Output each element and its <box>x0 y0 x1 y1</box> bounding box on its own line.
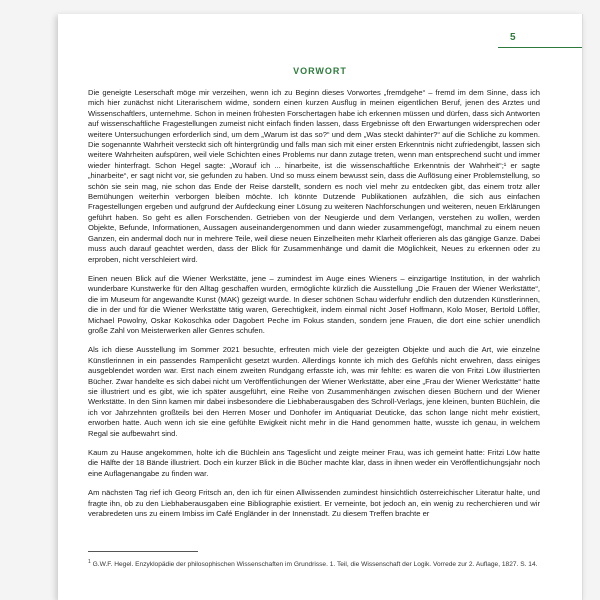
paragraph-3: Als ich diese Ausstellung im Sommer 2021 besuchte, erfreuten mich viele der gezeigten Objekte und auch die Art, wie einzelne Künstlerinnen in ein passendes Rampenlicht gesetzt wurden. Allerdings konnte ich mich des Gefühls nicht erwehren, dass einiges ausgeblendet worden war. Erst nach einem zweiten Rundgang erfasste ich, was mir fehlte: es waren die von Fritzi Löw illustrierten Bücher. Zwar handelte es sich dabei nicht um Veröffentlichungen der Wiener Werkstätte, aber eine „Frau der Wiener Werkstätte“ hatte sie illustriert und es gibt, wie ich später ausgeführt, eine Reihe von Zusammenhängen zwischen diesen Büchern und der Wiener Werkstätte. In den Sinn kamen mir dabei insbesondere die Liebhaberausgaben des Schroll-Verlags, jene kleinen, bunten Büchlein, die ich vor Jahrzehnten großteils bei den Herren Moser und Donhofer im Antiquariat Deuticke, das schon lange nicht mehr existiert, erworben hatte. Auch wenn ich sie eine gefühlte Ewigkeit nicht mehr in die Hand genommen hatte, wusste ich genau, in welchem Regal sie aufbewahrt sind. <box>88 345 540 438</box>
page-number-rule <box>498 47 582 48</box>
paragraph-4: Kaum zu Hause angekommen, holte ich die Büchlein ans Tageslicht und zeigte meiner Frau, was ich gemeint hatte: Fritzi Löw hatte die Hälfte der 18 Bände illustriert. Doch ein kurzer Blick in die Bücher machte klar, dass in ihnen weder ein Veröffentlichungsjahr noch eine Auflagenangabe zu finden war. <box>88 448 540 478</box>
page-heading: VORWORT <box>293 66 347 76</box>
footnote <box>88 558 540 569</box>
body-text <box>88 88 540 528</box>
page-number: 5 <box>510 32 516 43</box>
paragraph-2: Einen neuen Blick auf die Wiener Werkstätte, jene – zumindest im Auge eines Wieners – einzigartige Institution, in der wahrlich wunderbare Kunstwerke für den Alltag geschaffen wurden, ermöglichte kürzlich die Ausstellung „Die Frauen der Wiener Werkstätte“, die im Museum für angewandte Kunst (MAK) gezeigt wurde. In dieser schönen Schau widerfuhr endlich den dutzenden Künstlerinnen, die in der und für die Wiener Werkstätte tätig waren, Gerechtigkeit, indem einmal nicht Josef Hoffmann, Kolo Moser, Bertold Löffler, Michael Powolny, Oskar Kokoschka oder Dagobert Peche im Fokus standen, sondern jene Frauen, die dort eine schier unendlich große Zahl von Meisterwerken aller Genres schufen. <box>88 273 540 335</box>
footnote-marker: 1 <box>88 559 91 565</box>
paragraph-1: Die geneigte Leserschaft möge mir verzeihen, wenn ich zu Beginn dieses Vorwortes „fremdgehe“ – fremd im dem Sinne, dass ich mich hier zunächst nicht Literarischem widme, sondern einen kurzen Ausflug in meinen eigentlichen Beruf, jenen des Arztes und Wissenschaftlers, unternehme. Schon in meinen frühesten Forschertagen habe ich erkennen müssen und dürfen, dass sich Antworten auf wissenschaftliche Fragestellungen zumeist nicht einfach finden lassen, dass Ergebnisse oft den Erwartungen widersprechen oder weitere Untersuchungen erforderlich sind, um dem „Warum ist das so?“ und dem „Was steckt dahinter?“ auf die Schliche zu kommen. Die sogenannte Wahrheit versteckt sich oft hintergründig und falls man sich mit einer ersten Erkenntnis nicht zufriedengibt, lassen sich weitere Wahrheiten aufspüren, weil viele Schichten eines Problems nur dann zutage treten, wenn man entsprechend sucht und immer wieder hinterfragt. Schon Hegel sagte: „Worauf ich ... hinarbeite, ist die wissenschaftliche Erkenntnis der Wahrheit“;¹ er sagte „hinarbeite“, er sagt nicht vor, sie gefunden zu haben. Und so muss einem bewusst sein, dass die Auflösung einer Problemstellung, so schön sie sein mag, nie schon das Ende der Reise darstellt, sondern es noch viel mehr zu entdecken gibt, das einem trotz aller Bemühungen weiterhin verborgen bleiben möchte. Ich könnte Dutzende Publikationen aufzählen, die sich aus einfachen Fragestellungen ergeben und aufgrund der Aufdeckung einer Lösung zu weiteren Nachforschungen und weiteren, neuen Erklärungen geführt haben. So geht es allen Forschenden. Getrieben von der Neugierde und dem Verlangen, verstehen zu wollen, werden Objekte, Befunde, Informationen, Aussagen auseinandergenommen und dann wieder zusammengefügt, manchmal zu einem neuen Ganzen, ein andermal doch nur in mehrere Teile, weil diese neuen Einzelheiten mehr Klarheit offerieren als das gängige Ganze. Dabei muss auch darauf geachtet werden, dass der Blick für Zusammenhänge und damit die Möglichkeit, Neues zu erkennen oder zu erproben, nicht verschleiert wird. <box>88 88 540 264</box>
footnote-rule <box>88 551 198 552</box>
paragraph-5: Am nächsten Tag rief ich Georg Fritsch an, den ich für einen Allwissenden zumindest hinsichtlich österreichischer Literatur halte, und fragte ihn, ob zu den Liebhaberausgaben eine Bibliographie existiert. Er verneinte, bot jedoch an, ein wenig zu recherchieren und wir verabredeten uns zu einem Imbiss im Café Engländer in der Innenstadt. Zu diesem Treffen brachte er <box>88 488 540 519</box>
footnote-text: G.W.F. Hegel. Enzyklopädie der philosophischen Wissenschaften im Grundrisse. 1. Teil, die Wissenschaft der Logik. Vorrede zur 2. Auflage, 1827. S. 14. <box>92 561 538 569</box>
book-page <box>58 14 583 600</box>
